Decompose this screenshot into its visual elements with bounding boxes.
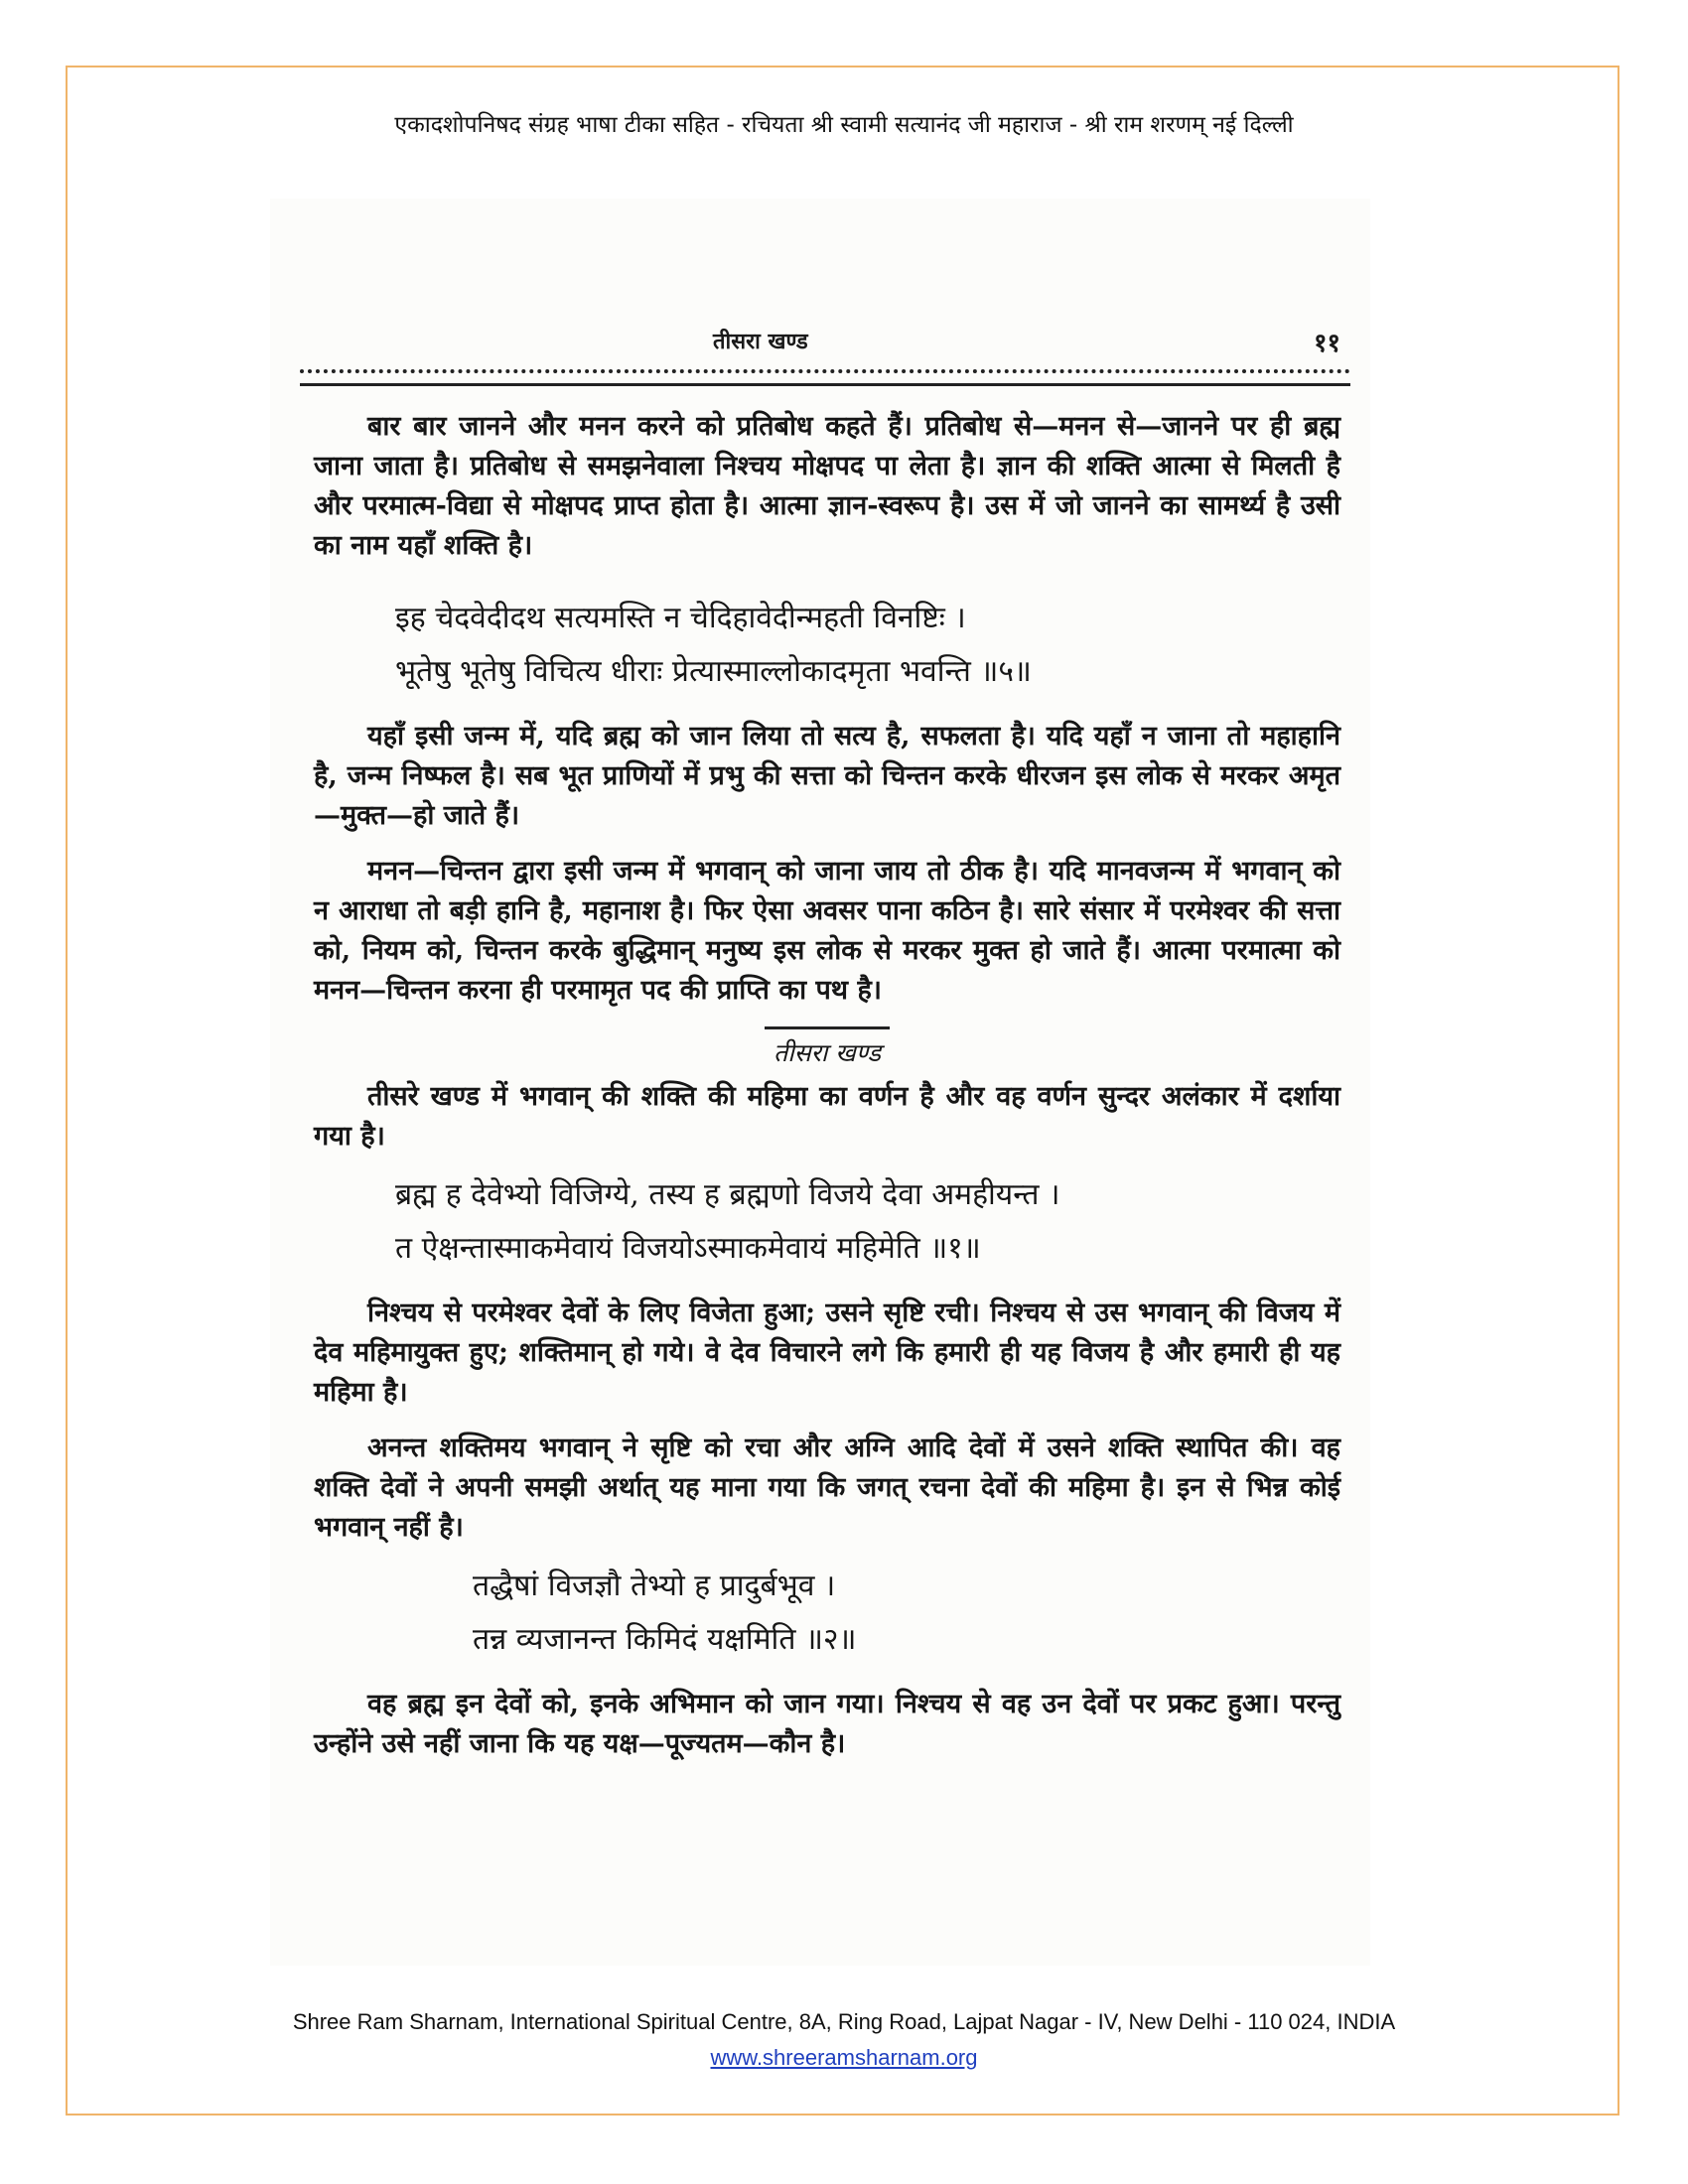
verse-5-line-1: इह चेदवेदीदथ सत्यमस्ति न चेदिहावेदीन्महती विनष्टिः । bbox=[395, 601, 966, 635]
verse-2-line-1: तद्धैषां विजज्ञौ तेभ्यो ह प्रादुर्बभूव । bbox=[473, 1569, 836, 1603]
verse-1-line-2: त ऐक्षन्तास्माकमेवायं विजयोऽस्माकमेवायं महिमेति ॥१॥ bbox=[395, 1231, 981, 1266]
footer-address: Shree Ram Sharnam, International Spiritual Centre, 8A, Ring Road, Lajpat Nagar - IV, New Delhi - 110 024, INDIA bbox=[292, 2009, 1396, 2034]
paragraph-section-intro: तीसरे खण्ड में भगवान् की शक्ति की महिमा का वर्णन है और वह वर्णन सुन्दर अलंकार में दर्शाया गया है। bbox=[314, 1081, 1340, 1152]
section-heading: तीसरा खण्ड bbox=[774, 1038, 881, 1067]
verse-1-line-1: ब्रह्म ह देवेभ्यो विजिग्ये, तस्य ह ब्रह्मणो विजये देवा अमहीयन्त । bbox=[395, 1177, 1060, 1212]
footer-link-container bbox=[99, 2045, 1589, 2071]
scan-running-head bbox=[270, 316, 1370, 358]
paragraph-manan-chintan: मनन—चिन्तन द्वारा इसी जन्म में भगवान् को जाना जाय तो ठीक है। यदि मानवजन्म में भगवान् को न आराधा तो बड़ी हानि है, महानाश है। फिर ऐसा अवसर पाना कठिन है। सारे संसार में परमेश्वर की सत्ता को, नियम को, चिन्तन करके बुद्धिमान् मनुष्य इस लोक से मरकर मुक्त हो जाते हैं। आत्मा परमात्मा को मनन—चिन्तन करना ही परमामृत पद की प्राप्ति का पथ है। bbox=[314, 856, 1340, 1006]
paragraph-verse-5-meaning: यहाँ इसी जन्म में, यदि ब्रह्म को जान लिया तो सत्य है, सफलता है। यदि यहाँ न जाना तो महाहानि है, जन्म निष्फल है। सब भूत प्राणियों में प्रभु की सत्ता को चिन्तन करके धीरजन इस लोक से मरकर अमृत—मुक्त—हो जाते हैं। bbox=[314, 721, 1340, 831]
paragraph-pratibodh: बार बार जानने और मनन करने को प्रतिबोध कहते हैं। प्रतिबोध से—मनन से—जानने पर ही ब्रह्म जाना जाता है। प्रतिबोध से समझनेवाला निश्चय मोक्षपद पा लेता है। ज्ञान की शक्ति आत्मा से मिलती है और परमात्म-विद्या से मोक्षपद प्राप्त होता है। आत्मा ज्ञान-स्वरूप है। उस में जो जानने का सामर्थ्य है उसी का नाम यहाँ शक्ति है। bbox=[314, 411, 1340, 561]
verse-5-line-2: भूतेषु भूतेषु विचित्य धीराः प्रेत्यास्माल्लोकादमृता भवन्ति ॥५॥ bbox=[395, 654, 1032, 689]
paragraph-verse-2-meaning: वह ब्रह्म इन देवों को, इनके अभिमान को जान गया। निश्चय से वह उन देवों पर प्रकट हुआ। परन्तु उन्होंने उसे नहीं जाना कि यह यक्ष—पूज्यतम—कौन है। bbox=[314, 1689, 1340, 1759]
running-title: तीसरा खण्ड bbox=[713, 330, 808, 354]
scan-body bbox=[314, 407, 1340, 1780]
header-rule bbox=[300, 369, 1350, 386]
document-header: एकादशोपनिषद संग्रह भाषा टीका सहित - रचियता श्री स्वामी सत्यानंद जी महाराज - श्री राम शरणम् नई दिल्ली bbox=[394, 112, 1294, 138]
verse-2-line-2: तन्न व्यजानन्त किमिदं यक्षमिति ॥२॥ bbox=[473, 1622, 857, 1657]
page-number: ११ bbox=[1313, 329, 1340, 358]
paragraph-verse-1-meaning: निश्चय से परमेश्वर देवों के लिए विजेता हुआ; उसने सृष्टि रची। निश्चय से उस भगवान् की विजय में देव महिमायुक्त हुए; शक्तिमान् हो गये। वे देव विचारने लगे कि हमारी ही यह विजय है और हमारी ही यह महिमा है। bbox=[314, 1297, 1340, 1408]
section-divider bbox=[765, 1026, 890, 1029]
website-link[interactable]: www.shreeramsharnam.org bbox=[710, 2045, 978, 2070]
paragraph-ananta-shakti: अनन्त शक्तिमय भगवान् ने सृष्टि को रचा और अग्नि आदि देवों में उसने शक्ति स्थापित की। वह शक्ति देवों ने अपनी समझी अर्थात् यह माना गया कि जगत् रचना देवों की महिमा है। इन से भिन्न कोई भगवान् नहीं है। bbox=[314, 1433, 1340, 1543]
scanned-page bbox=[270, 199, 1370, 1966]
